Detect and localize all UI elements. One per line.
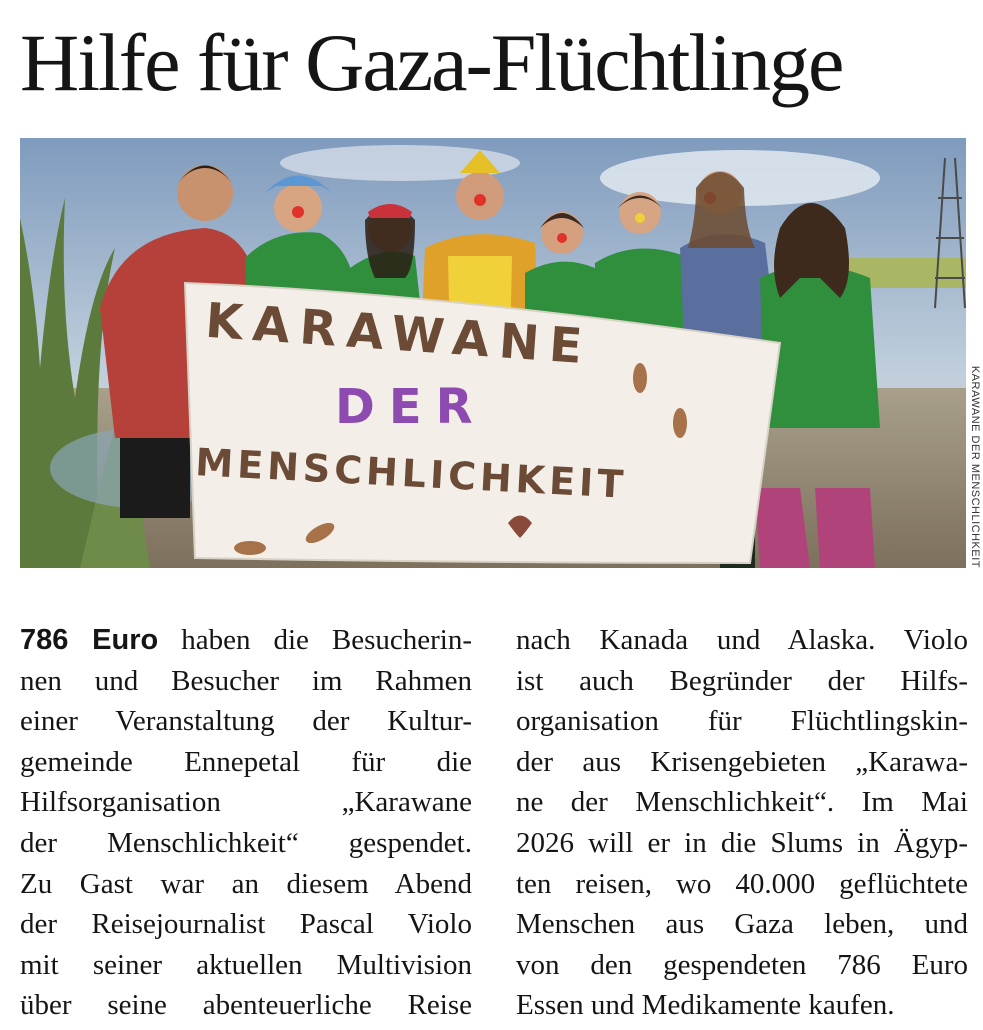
text-line: Menschen aus Gaza leben, und — [516, 908, 968, 941]
text-line: Essen und Medikamente kaufen. — [516, 989, 895, 1022]
text-line: 786 Euro haben die Besucherin- — [20, 624, 472, 656]
text-line: nach Kanada und Alaska. Violo — [516, 624, 968, 656]
text-line: Zu Gast war an diesem Abend — [20, 867, 472, 900]
text-line: von den gespendeten 786 Euro — [516, 948, 968, 981]
text-line: über seine abenteuerliche Reise — [20, 989, 472, 1022]
text-line: nen und Besucher im Rahmen — [20, 664, 472, 697]
text-line: mit seiner aktuellen Multivision — [20, 948, 472, 981]
text-line: der aus Krisengebieten „Karawa- — [516, 745, 968, 778]
banner-line-2: DER — [335, 379, 487, 435]
banner-line-1: KARAWANE — [203, 292, 594, 376]
text-line: 2026 will er in die Slums in Ägyp- — [516, 826, 968, 859]
banner-line-3: MENSCHLICHKEIT — [194, 440, 629, 507]
article-column-right — [516, 620, 968, 1025]
text-line: einer Veranstaltung der Kultur- — [20, 705, 472, 738]
group-photo-illustration — [20, 138, 966, 568]
text-line: der Menschlichkeit“ gespendet. — [20, 826, 472, 859]
article-photo — [20, 138, 966, 568]
text-line: organisation für Flüchtlingskin- — [516, 705, 968, 738]
headline: Hilfe für Gaza-Flüchtlinge — [20, 17, 843, 108]
article-column-left — [20, 620, 472, 1025]
lead-bold-amount: 786 Euro — [20, 624, 159, 656]
text-line: ten reisen, wo 40.000 geflüchtete — [516, 867, 968, 900]
text-line: ist auch Begründer der Hilfs- — [516, 664, 968, 697]
text-line: Hilfsorganisation „Karawane — [20, 786, 472, 819]
text-line: der Reisejournalist Pascal Violo — [20, 908, 472, 941]
text-line: ne der Menschlichkeit“. Im Mai — [516, 786, 968, 819]
photo-credit: KARAWANE DER MENSCHLICHKEIT — [969, 365, 981, 568]
text-line: gemeinde Ennepetal für die — [20, 745, 472, 778]
